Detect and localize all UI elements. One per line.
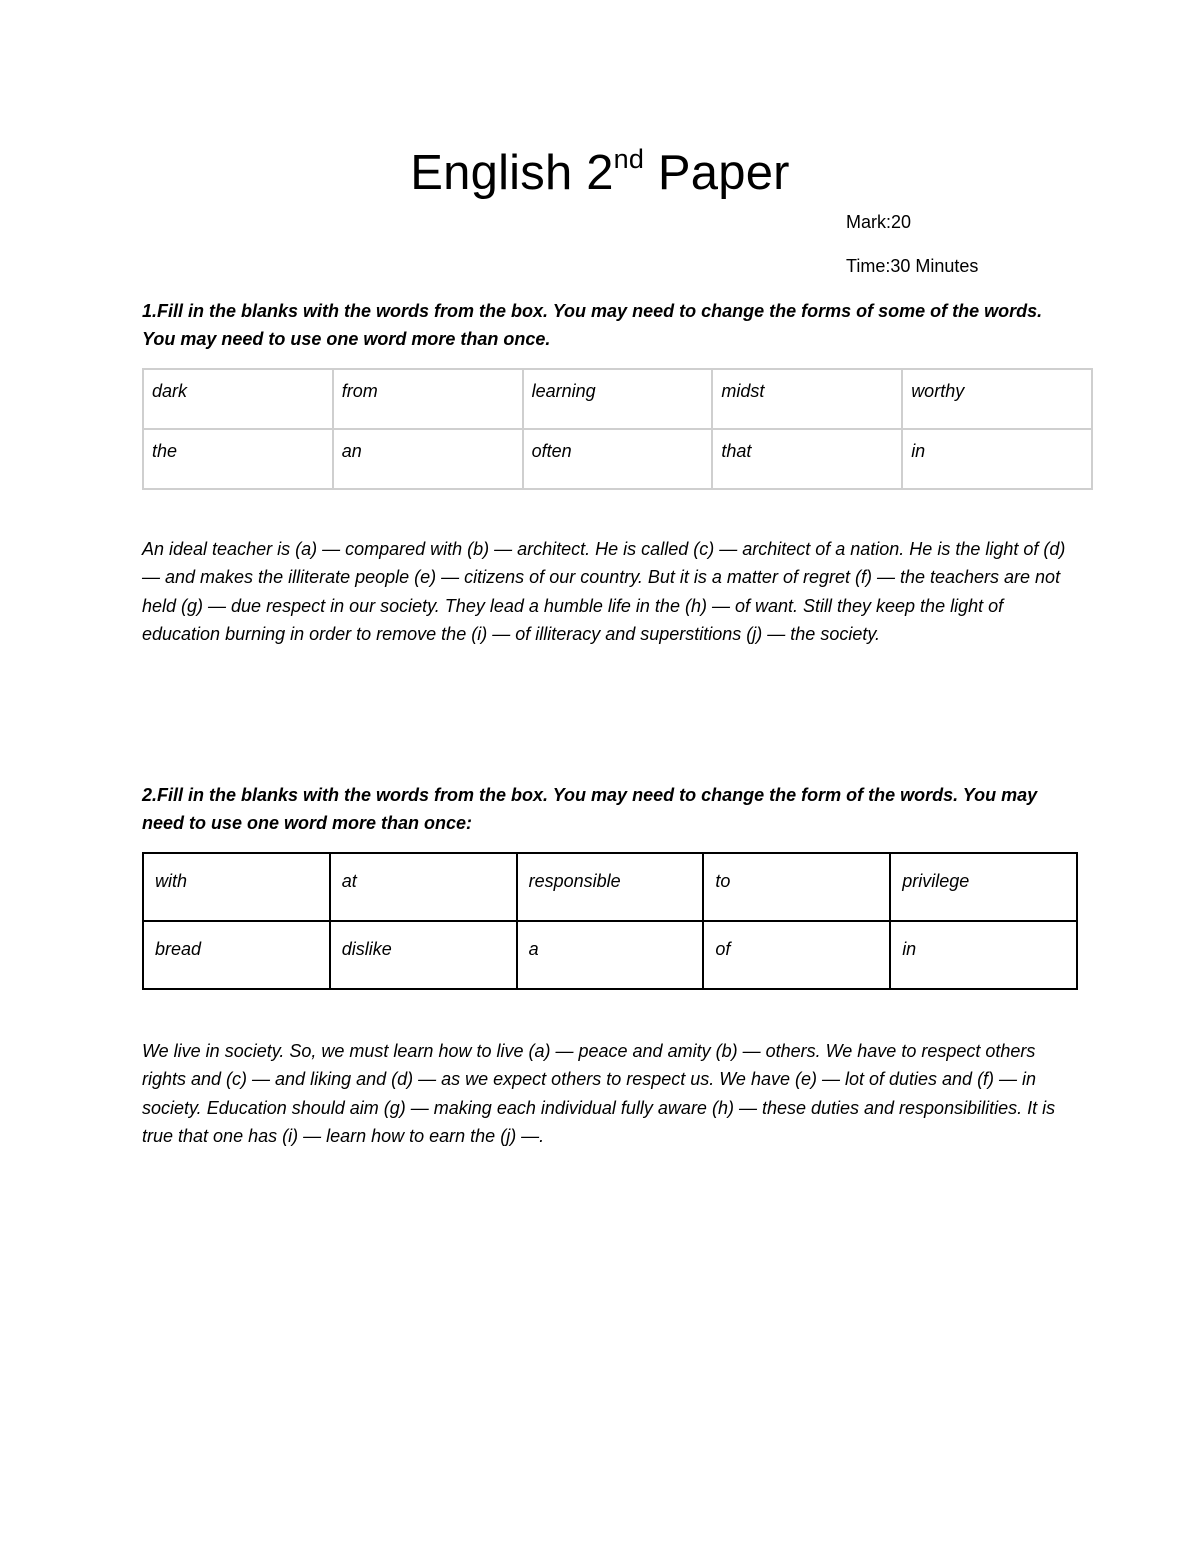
word-cell: worthy	[902, 369, 1092, 429]
section1-instruction: 1.Fill in the blanks with the words from the box. You may need to change the forms of some of the words. You may need to use one word more than once.	[142, 301, 1043, 349]
section1-word-box	[142, 368, 1093, 490]
word-cell: from	[333, 369, 523, 429]
word-cell: a	[517, 921, 704, 989]
word-cell: at	[330, 853, 517, 921]
word-cell: in	[890, 921, 1077, 989]
title-main: English 2	[410, 146, 614, 200]
word-cell: responsible	[517, 853, 704, 921]
word-box-row	[143, 369, 1092, 429]
word-cell: often	[523, 429, 713, 489]
section2-passage: We live in society. So, we must learn how to live (a) — peace and amity (b) — others. We have to respect others rights and (c) — and liking and (d) — as we expect others to respect us. We have (e) — lot of duties and (f) — in society. Education should aim (g) — making each individual fully aware (h) — these duties and responsibilities. It is true that one has (i) — learn how to earn the (j) —.	[142, 1041, 1056, 1146]
word-cell: in	[902, 429, 1092, 489]
word-cell: of	[703, 921, 890, 989]
word-cell: learning	[523, 369, 713, 429]
word-cell: dark	[143, 369, 333, 429]
word-cell: to	[703, 853, 890, 921]
word-cell: with	[143, 853, 330, 921]
time-label: Time:30 Minutes	[846, 256, 979, 276]
title-end: Paper	[644, 146, 790, 200]
section2-word-box	[142, 852, 1078, 990]
word-cell: that	[712, 429, 902, 489]
section2-instruction: 2.Fill in the blanks with the words from the box. You may need to change the form of the words. You may need to use one word more than once:	[142, 785, 1038, 833]
word-cell: the	[143, 429, 333, 489]
word-box-row	[143, 853, 1077, 921]
word-cell: an	[333, 429, 523, 489]
word-box-row	[143, 921, 1077, 989]
section1-passage: An ideal teacher is (a) — compared with (b) — architect. He is called (c) — architect of a nation. He is the light of (d) — and makes the illiterate people (e) — citizens of our country. But it is a matter of regret (f) — the teachers are not held (g) — due respect in our society. They lead a humble life in the (h) — of want. Still they keep the light of education burning in order to remove the (i) — of illiteracy and superstitions (j) — the society.	[142, 539, 1066, 644]
word-cell: bread	[143, 921, 330, 989]
word-cell: privilege	[890, 853, 1077, 921]
word-box-row	[143, 429, 1092, 489]
title-superscript: nd	[613, 143, 645, 174]
word-cell: dislike	[330, 921, 517, 989]
word-cell: midst	[712, 369, 902, 429]
mark-label: Mark:20	[846, 212, 912, 232]
page-title	[0, 145, 1200, 201]
